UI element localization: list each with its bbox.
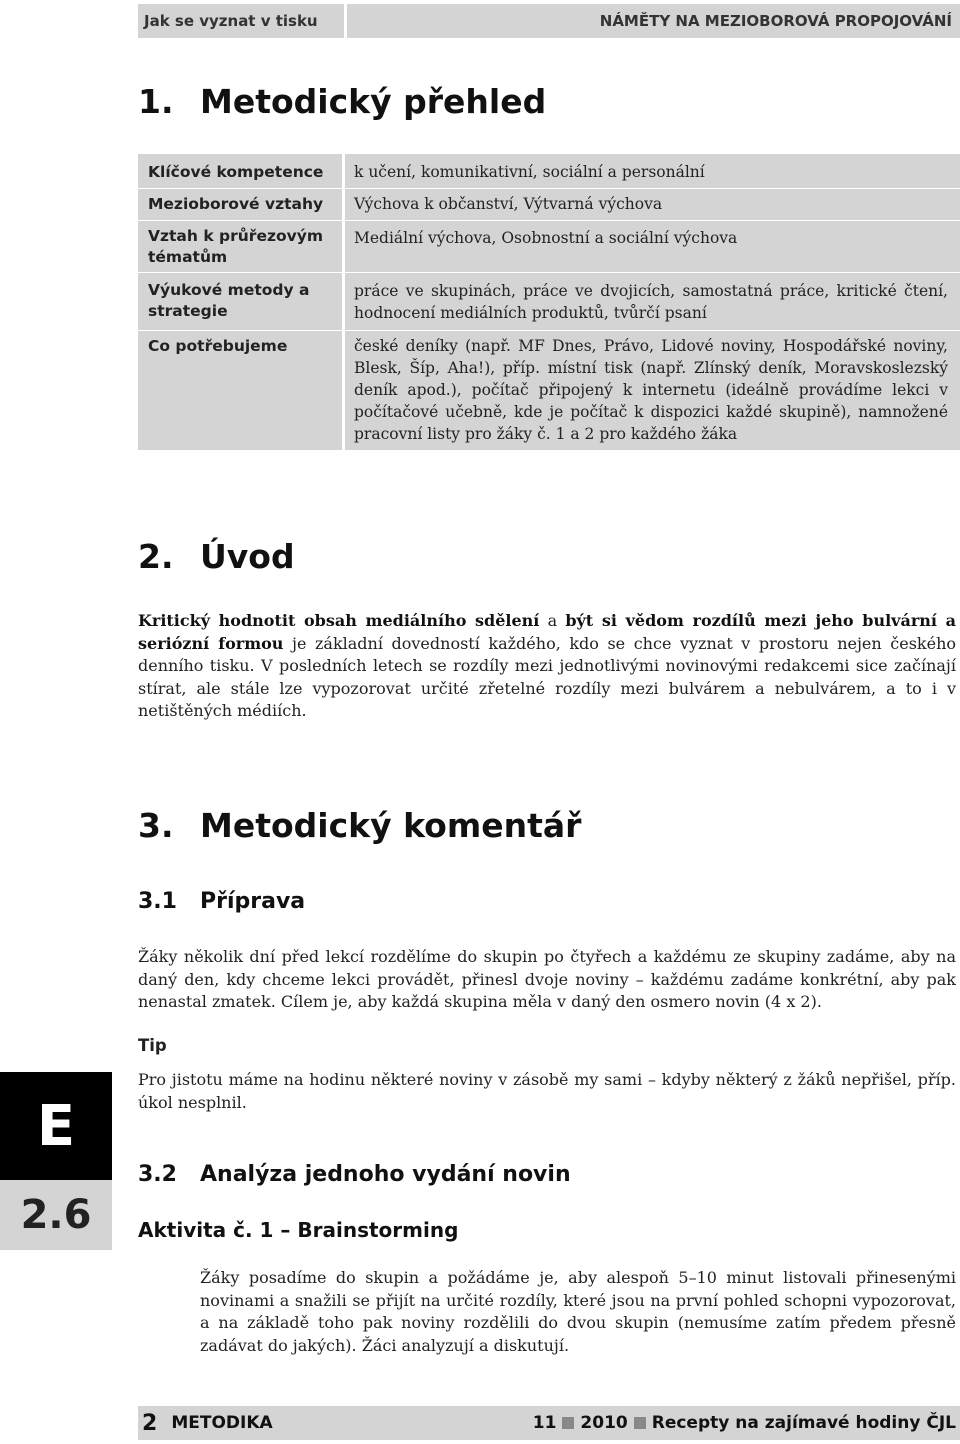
activity-heading: Aktivita č. 1 – Brainstorming (138, 1218, 459, 1242)
footer-page-number: 2 (142, 1410, 158, 1436)
tip-heading: Tip (138, 1036, 167, 1055)
section-3-title: Metodický komentář (200, 806, 582, 845)
overview-label: Co potřebujeme (148, 337, 288, 355)
subsection-3-2-number: 3.2 (138, 1162, 177, 1187)
subsection-3-1-title: Příprava (200, 889, 306, 914)
subsection-3-1-number: 3.1 (138, 889, 177, 914)
row-divider (138, 220, 960, 221)
overview-value: české deníky (např. MF Dnes, Právo, Lidové noviny, Hospodářské noviny, Blesk, Šíp, Aha!), příp. místní tisk (např. Zlínský deník, Moravskoslezský deník apod.), počítač připojený k internetu (ideálně provádíme lekci v počítačové učebně, kde je počítač k dispozici každé skupině), namnožené pracovní listy pro žáky č. 1 a 2 pro každého žáka (354, 337, 948, 443)
intro-rest: je základní dovedností každého, kdo se chce vyznat v prostoru nejen českého denního tisku. V posledních letech se rozdíly mezi jednotlivými novinovými redakcemi sice začínají stírat, ale stále lze vypozorovat určité zřetelné rozdíly mezi bulvárem a nebulvárem, a to i v netištěných médiích. (138, 633, 957, 720)
subsection-3-1-heading (138, 889, 305, 914)
page-footer (138, 1406, 960, 1440)
section-1-title: Metodický přehled (200, 82, 547, 121)
overview-label: Vztah k průřezovým tématům (148, 227, 323, 266)
section-2-heading (138, 537, 295, 576)
overview-value: práce ve skupinách, práce ve dvojicích, samostatná práce, kritické čtení, hodnocení mediálních produktů, tvůrčí psaní (354, 282, 948, 322)
section-2-title: Úvod (200, 537, 295, 576)
footer-issue: 11 (532, 1413, 557, 1433)
intro-paragraph (138, 610, 956, 723)
section-3-heading (138, 806, 581, 845)
row-divider (138, 188, 960, 189)
tip-paragraph: Pro jistotu máme na hodinu některé noviny v zásobě my sami – kdyby některý z žáků nepřišel, příp. úkol nesplnil. (138, 1070, 956, 1112)
activity-paragraph: Žáky posadíme do skupin a požádáme je, aby alespoň 5–10 minut listovali přinesenými novinami a snažili se přijít na určité rozdíly, které jsou na první pohled schopni vypozorovat, a na základě toho pak noviny rozdělili do dvou skupin (nemusíme zatím předem přesně zadávat do jakých). Žáci analyzují a diskutují. (200, 1268, 956, 1355)
footer-publication-title: Recepty na zajímavé hodiny ČJL (651, 1413, 956, 1433)
footer-year: 2010 (580, 1413, 628, 1433)
side-tab-number: 2.6 (0, 1180, 112, 1250)
section-3-number: 3. (138, 806, 174, 845)
overview-value: Mediální výchova, Osobnostní a sociální výchova (354, 229, 738, 247)
square-bullet-icon (562, 1417, 574, 1429)
preparation-paragraph: Žáky několik dní před lekcí rozdělíme do skupin po čtyřech a každému ze skupiny zadáme, aby na daný den, kdy chceme lekci provádět, přinesl dvoje noviny – každému zadáme konkrétní, aby pak nenastal zmatek. Cílem je, aby každá skupina měla v daný den osmero novin (4 x 2). (138, 947, 956, 1011)
subsection-3-2-title: Analýza jednoho vydání novin (200, 1162, 571, 1187)
header-left-title: Jak se vyznat v tisku (138, 4, 344, 38)
section-1-number: 1. (138, 82, 174, 121)
square-bullet-icon (634, 1417, 646, 1429)
page-header (138, 4, 960, 38)
footer-section: METODIKA (171, 1413, 273, 1433)
overview-label: Klíčové kompetence (148, 163, 324, 181)
section-1-heading (138, 82, 546, 121)
overview-value: Výchova k občanství, Výtvarná výchova (354, 195, 663, 213)
overview-value: k učení, komunikativní, sociální a personální (354, 163, 705, 181)
overview-label: Mezioborové vztahy (148, 195, 324, 213)
overview-table (138, 154, 960, 450)
subsection-3-2-heading (138, 1162, 571, 1187)
section-2-number: 2. (138, 537, 174, 576)
side-tab-letter: E (0, 1072, 112, 1180)
row-divider (138, 272, 960, 273)
intro-bold-2: být si vědom rozdílů mezi jeho bulvární a seriózní formou (138, 611, 957, 653)
row-divider (138, 330, 960, 331)
overview-label: Výukové metody a strategie (148, 281, 310, 320)
header-right-title: NÁMĚTY NA MEZIOBOROVÁ PROPOJOVÁNÍ (347, 4, 960, 38)
intro-connector: a (539, 611, 566, 630)
intro-bold-1: Kritický hodnotit obsah mediálního sdělení (138, 611, 540, 630)
